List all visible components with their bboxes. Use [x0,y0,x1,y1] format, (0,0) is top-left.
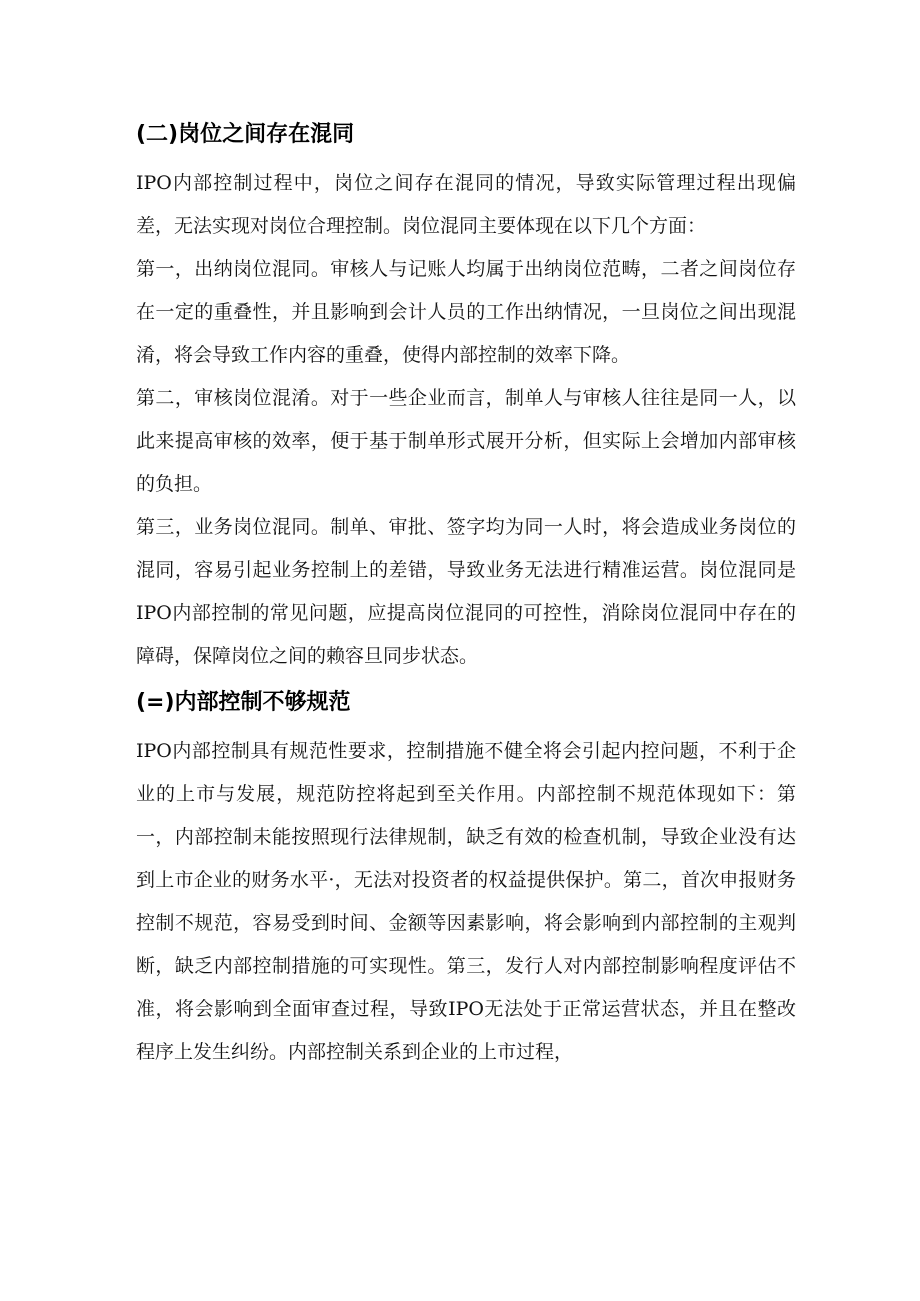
paragraph-internal-control: IPO内部控制具有规范性要求，控制措施不健全将会引起内控问题，不利于企业的上市与发展，规范防控将起到至关作用。内部控制不规范体现如下：第一，内部控制未能按照现行法律规制，缺乏有效的检查机制，导致企业没有达到上市企业的财务水平·，无法对投资者的权益提供保护。第二，首次申报财务控制不规范，容易受到时间、金额等因素影响，将会影响到内部控制的主观判断，缺乏内部控制措施的可实现性。第三，发行人对内部控制影响程度评估不准，将会影响到全面审查过程，导致IPO无法处于正常运营状态，并且在整改程序上发生纠纷。内部控制关系到企业的上市过程， [136,740,796,1063]
paragraph-business: 第三，业务岗位混同。制单、审批、签字均为同一人时，将会造成业务岗位的混同，容易引起业务控制上的差错，导致业务无法进行精准运营。岗位混同是IPO内部控制的常见问题，应提高岗位混同的可控性，消除岗位混同中存在的障碍，保障岗位之间的赖容旦同步状态。 [136,516,796,667]
section-heading-post-mixing: (二)岗位之间存在混同 [136,122,355,147]
section-heading-internal-control: (=)内部控制不够规范 [136,690,351,715]
paragraph-intro: IPO内部控制过程中，岗位之间存在混同的情况，导致实际管理过程出现偏差，无法实现对岗位合理控制。岗位混同主要体现在以下几个方面： [136,172,796,237]
paragraph-audit: 第二，审核岗位混淆。对于一些企业而言，制单人与审核人往往是同一人，以此来提高审核的效率，便于基于制单形式展开分析，但实际上会增加内部审核的负担。 [136,387,796,495]
document-body [136,112,796,1074]
paragraph-cashier: 第一，出纳岗位混同。审核人与记账人均属于出纳岗位范畴，二者之间岗位存在一定的重叠性，并且影响到会计人员的工作出纳情况，一旦岗位之间出现混淆，将会导致工作内容的重叠，使得内部控制的效率下降。 [136,258,796,366]
